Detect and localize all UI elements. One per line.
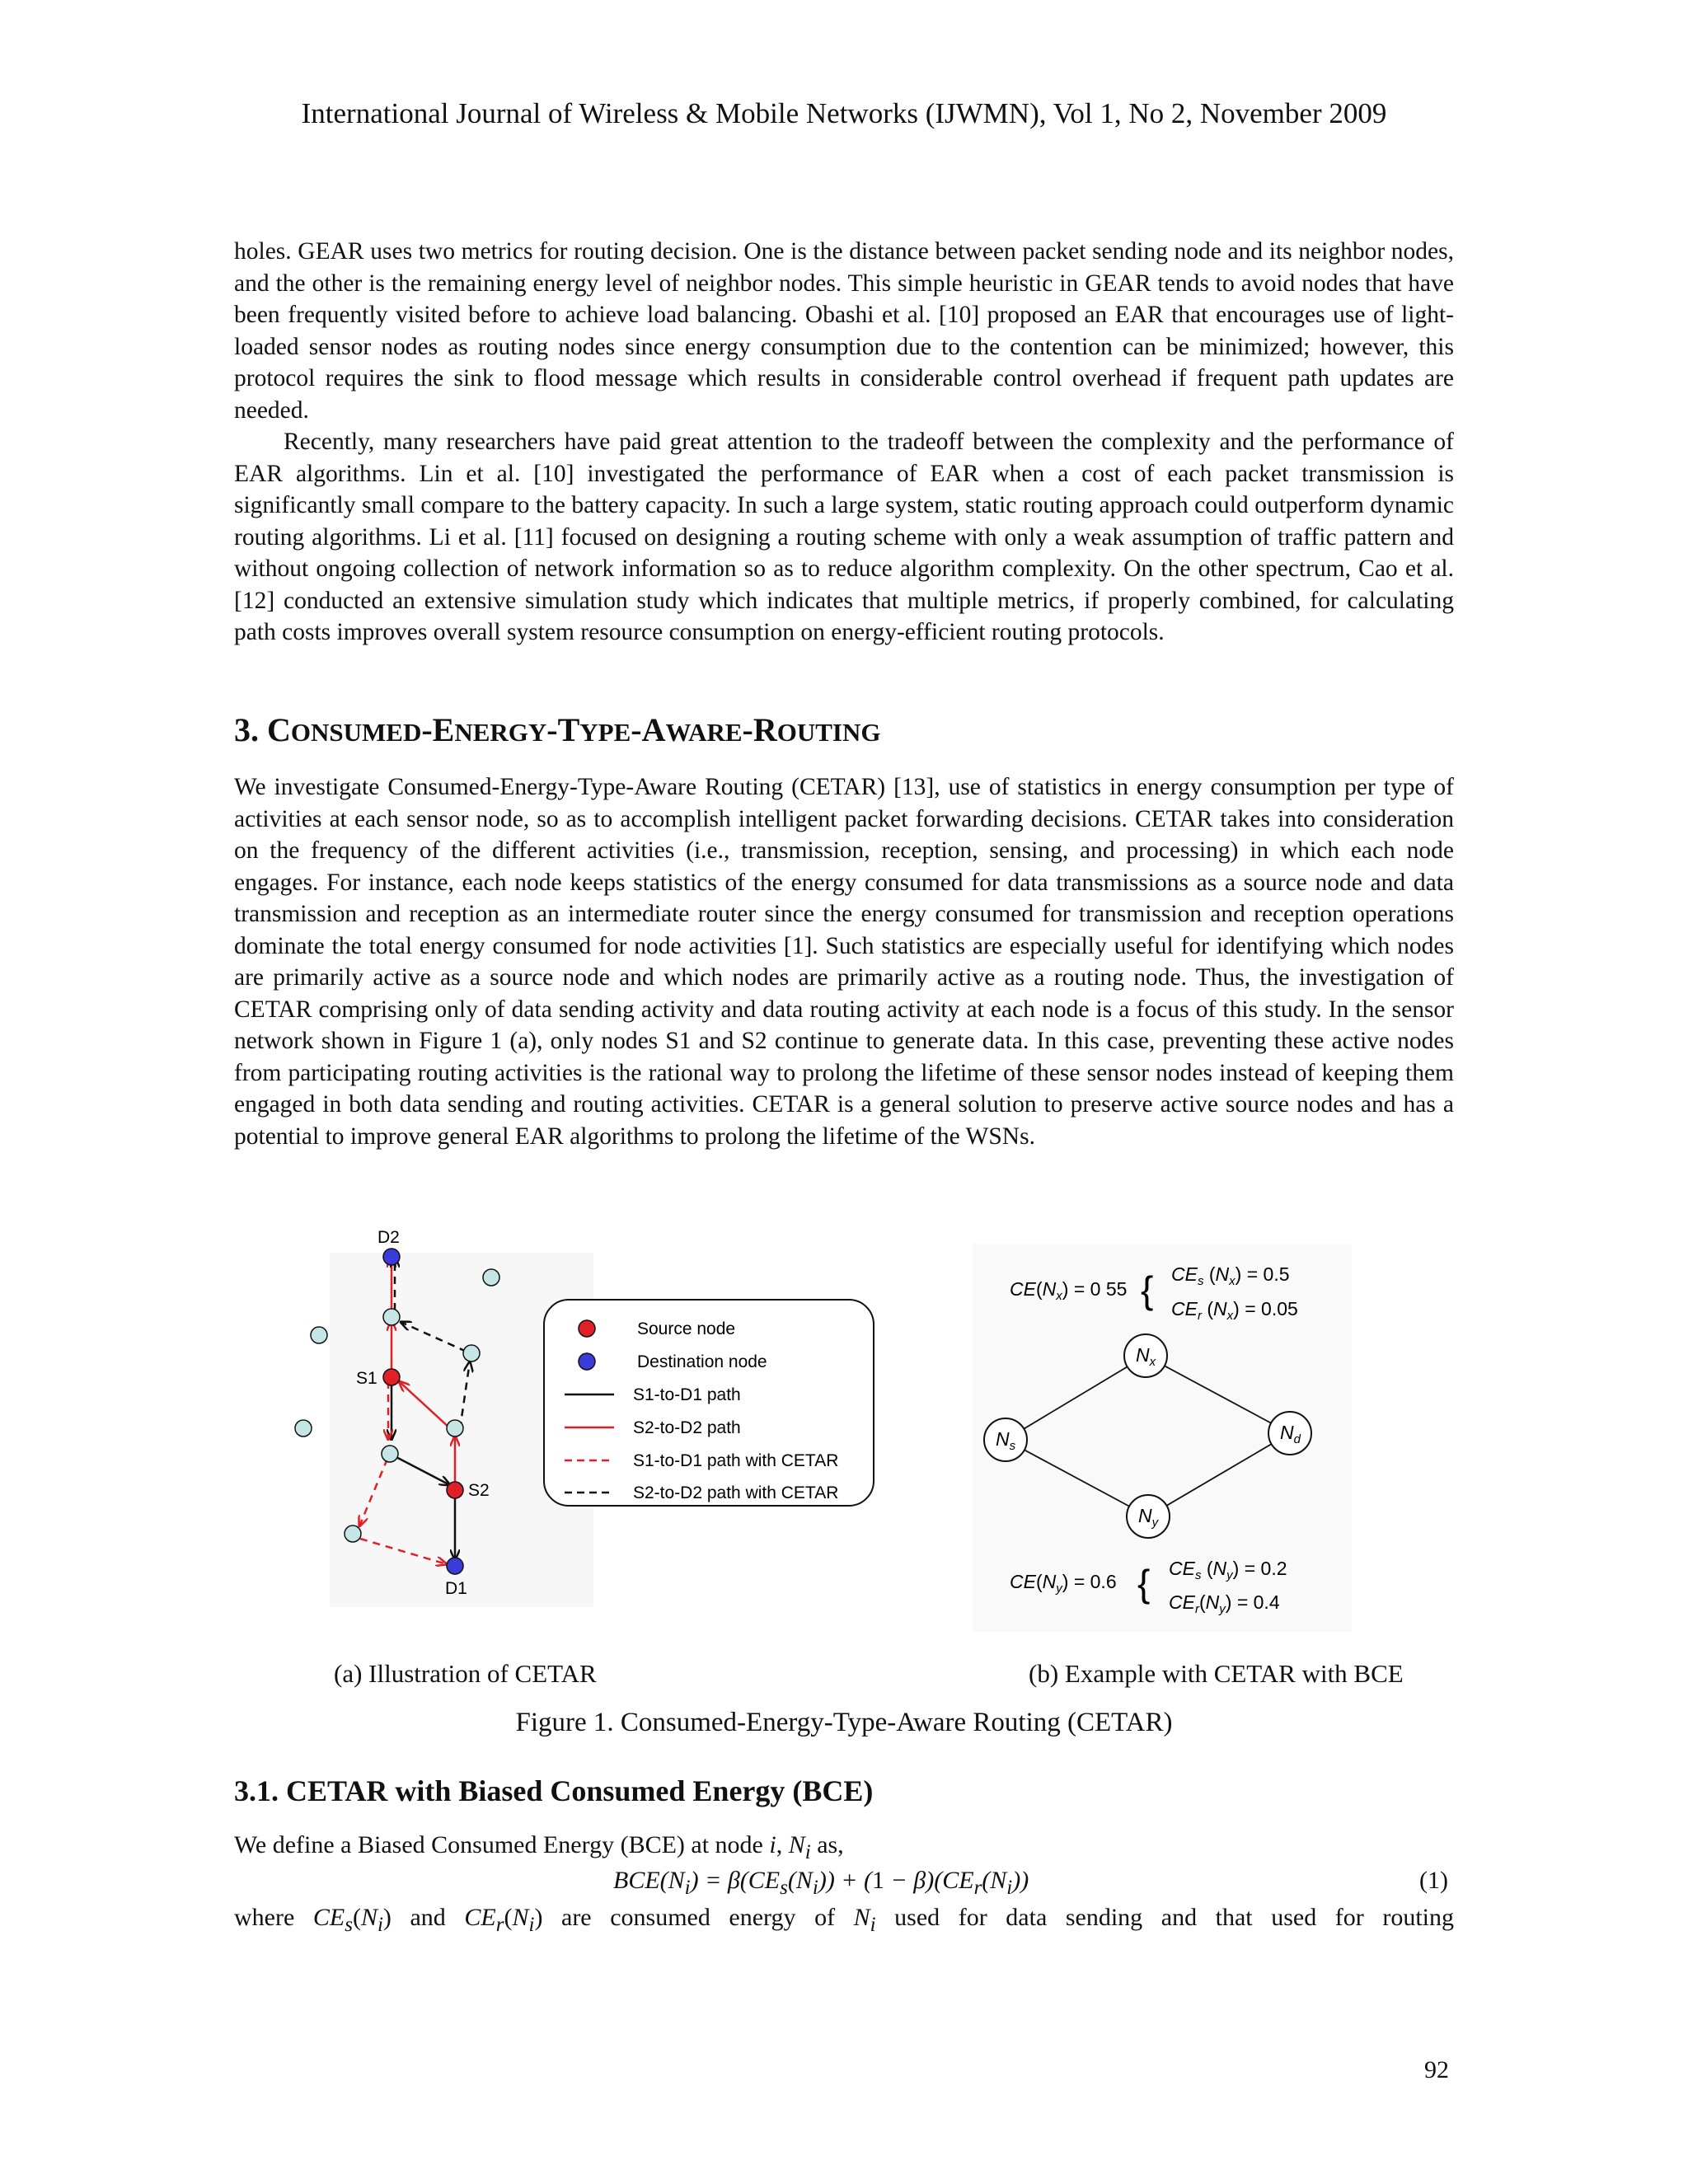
- brace-nx: {: [1141, 1268, 1154, 1311]
- node-s1: [383, 1369, 400, 1385]
- node-label-d2: D2: [377, 1228, 400, 1247]
- sensor-node: [483, 1269, 499, 1286]
- sensor-node: [295, 1420, 312, 1436]
- sensor-node: [382, 1446, 398, 1462]
- bce-intro: We define a Biased Consumed Energy (BCE) at node i, $N_i$ as,: [234, 1831, 844, 1863]
- legend-source-label: Source node: [637, 1319, 736, 1338]
- sensor-node: [383, 1309, 400, 1325]
- body-text-top: [234, 236, 1454, 649]
- page-number: 92: [1424, 2056, 1449, 2083]
- node-d1: [447, 1558, 463, 1574]
- equation-number: (1): [1419, 1867, 1448, 1894]
- body-text-cetar: [234, 771, 1454, 1152]
- paragraph-cetar: We investigate Consumed-Energy-Type-Aware Routing (CETAR) [13], use of statistics in energy consumption per type of activities at each sensor node, so as to accomplish intelligent packet forwarding decisions. CETAR takes into consideration on the frequency of the different activities (i.e., transmission, reception, sensing, and processing) in which each node engages. For instance, each node keeps statistics of the energy consumed for data transmissions as a source node and data transmission and reception as an intermediate router since the energy consumed for transmission and reception operations dominate the total energy consumed for node activities [1]. Such statistics are especially useful for identifying which nodes are primarily active as a source node and which nodes are primarily active as a routing node. Thus, the investigation of CETAR comprising only of data sending activity and data routing activity at each node is a focus of this study. In the sensor network shown in Figure 1 (a), only nodes S1 and S2 continue to generate data. In this case, preventing these active nodes from participating routing activities is the rational way to prolong the lifetime of these sensor nodes instead of keeping them engaged in both data sending and routing activities. CETAR is a general solution to preserve active source nodes and has a potential to improve general EAR algorithms to prolong the lifetime of the WSNs.: [234, 774, 1454, 1150]
- caption-figure-1b: (b) Example with CETAR with BCE: [1029, 1659, 1404, 1688]
- section-number: 3.: [234, 711, 267, 748]
- paragraph-where: where $CE_s(N_i)$ and $CE_r(N_i)$ are consumed energy of $N_i$ used for data sending and that used for routing: [234, 1904, 1454, 1936]
- paragraph-recently: Recently, many researchers have paid great attention to the tradeoff between the complexity and the performance of EAR algorithms. Lin et al. [10] investigated the performance of EAR when a cost of each packet transmission is significantly small compare to the battery capacity. In such a large system, static routing approach could outperform dynamic routing algorithms. Li et al. [11] focused on designing a routing scheme with only a weak assumption of traffic pattern and without ongoing collection of network information so as to reduce algorithm complexity. On the other spectrum, Cao et al. [12] conducted an extensive simulation study which indicates that multiple metrics, if properly combined, for calculating path costs improves overall system resource consumption on energy-efficient routing protocols.: [234, 429, 1454, 645]
- equation-bce: $BCE(N_i) = \beta(CE_s(N_i)) + (1 - \beta)(CE_r(N_i))$: [613, 1867, 1029, 1899]
- legend-source-icon: [579, 1320, 595, 1337]
- sensor-node: [345, 1526, 361, 1542]
- paragraph-gear: holes. GEAR uses two metrics for routing decision. One is the distance between packet sending node and its neighbor nodes, and the other is the remaining energy level of neighbor nodes. This simple heuristic in GEAR tends to avoid nodes that have been frequently visited before to achieve load balancing. Obashi et al. [10] proposed an EAR that encourages use of light-loaded sensor nodes as routing nodes since energy consumption due to the contention can be minimized; however, this protocol requires the sink to flood message which results in considerable control overhead if frequent path updates are needed.: [234, 238, 1454, 424]
- legend-destination-label: Destination node: [637, 1352, 767, 1371]
- brace-ny: {: [1137, 1562, 1151, 1605]
- figure-1a: [280, 1220, 890, 1615]
- legend-s2-path-label: S2-to-D2 path: [633, 1418, 741, 1437]
- journal-header: International Journal of Wireless & Mobile Networks (IJWMN), Vol 1, No 2, November 2009: [301, 97, 1387, 129]
- sensor-node: [447, 1420, 463, 1436]
- ce-r-ny: $CE_r(N_y) = 0.4$: [1169, 1591, 1280, 1616]
- ce-s-ny: $CE_s$ $(N_y) = 0.2$: [1169, 1558, 1287, 1582]
- legend-s2-cetar-label: S2-to-D2 path with CETAR: [633, 1483, 839, 1502]
- ce-nx-total: $CE(N_x) = 0$ 55: [1010, 1278, 1128, 1303]
- node-nx-label: $N_x$: [1136, 1344, 1156, 1369]
- ce-r-nx: $CE_r$ $(N_x) = 0.05$: [1171, 1298, 1298, 1323]
- node-ns-label: $N_s$: [996, 1428, 1016, 1453]
- figure-1b: [973, 1244, 1352, 1632]
- node-ny-label: $N_y$: [1138, 1505, 1159, 1530]
- figure-caption: Figure 1. Consumed-Energy-Type-Aware Routing (CETAR): [515, 1708, 1173, 1737]
- node-label-s1: S1: [356, 1369, 377, 1388]
- legend-s1-path-label: S1-to-D1 path: [633, 1385, 741, 1404]
- ce-s-nx: $CE_s$ $(N_x) = 0.5$: [1171, 1263, 1290, 1288]
- node-label-s2: S2: [468, 1481, 490, 1500]
- section-title: [234, 710, 881, 749]
- sensor-node: [311, 1327, 327, 1343]
- node-label-d1: D1: [445, 1579, 467, 1598]
- node-nd-label: $N_d$: [1280, 1422, 1301, 1446]
- ce-ny-total: $CE(N_y) = 0.6$: [1010, 1571, 1117, 1596]
- node-s2: [447, 1482, 463, 1498]
- section-title-text: CONSUMED-ENERGY-TYPE-AWARE-ROUTING: [267, 711, 881, 748]
- legend-s1-cetar-label: S1-to-D1 path with CETAR: [633, 1451, 839, 1470]
- caption-figure-1a: (a) Illustration of CETAR: [334, 1659, 597, 1688]
- subsection-title: 3.1. CETAR with Biased Consumed Energy (BCE): [234, 1774, 874, 1807]
- legend-destination-icon: [579, 1353, 595, 1370]
- sensor-node: [463, 1345, 480, 1361]
- node-d2: [383, 1249, 400, 1265]
